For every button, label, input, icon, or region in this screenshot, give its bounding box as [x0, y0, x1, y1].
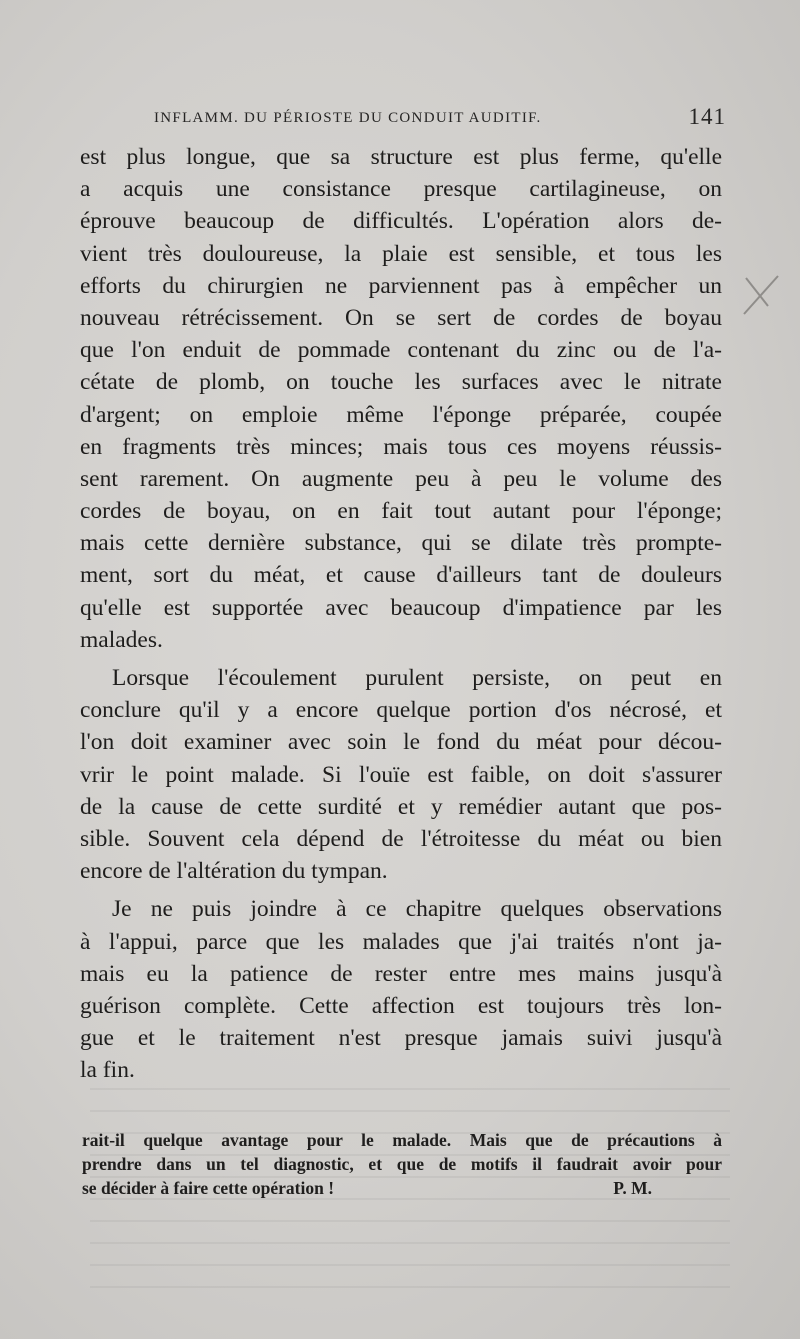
text-line: en fragments très minces; mais tous ces moyens réussis- — [80, 433, 722, 460]
text-line: nouveau rétrécissement. On se sert de cordes de boyau — [80, 304, 722, 331]
text-line: mais cette dernière substance, qui se dilate très prompte- — [80, 530, 722, 557]
footnote-last-line — [82, 1176, 722, 1200]
text-line: sent rarement. On augmente peu à peu le volume des — [80, 465, 722, 492]
text-line: de la cause de cette surdité et y remédier autant que pos- — [80, 793, 722, 820]
footnote-line: prendre dans un tel diagnostic, et que de motifs il faudrait avoir pour — [82, 1154, 722, 1174]
paragraph-2 — [80, 662, 722, 887]
footnote-line: se décider à faire cette opération ! — [82, 1178, 335, 1198]
text-line: d'argent; on emploie même l'éponge préparée, coupée — [80, 401, 722, 428]
text-line: a acquis une consistance presque cartilagineuse, on — [80, 176, 722, 203]
pencil-cross-mark-icon — [738, 272, 784, 318]
text-line: est plus longue, que sa structure est plus ferme, qu'elle — [80, 144, 722, 170]
running-header — [154, 104, 726, 136]
text-line: efforts du chirurgien ne parviennent pas à empêcher un — [80, 272, 722, 299]
running-title: INFLAMM. DU PÉRIOSTE DU CONDUIT AUDITIF. — [154, 110, 542, 126]
text-line: cétate de plomb, on touche les surfaces avec le nitrate — [80, 369, 722, 396]
text-line: malades. — [80, 626, 163, 653]
text-line: encore de l'altération du tympan. — [80, 858, 388, 885]
body-text — [80, 141, 722, 1086]
text-line: l'on doit examiner avec soin le fond du méat pour décou- — [80, 729, 722, 756]
paragraph-3 — [80, 893, 722, 1086]
text-line: mais eu la patience de rester entre mes mains jusqu'à — [80, 960, 722, 987]
text-line: éprouve beaucoup de difficultés. L'opération alors de- — [80, 208, 722, 235]
text-line: cordes de boyau, on en fait tout autant pour l'éponge; — [80, 498, 722, 525]
paragraph-1 — [80, 141, 722, 656]
text-line: Je ne puis joindre à ce chapitre quelques observations — [112, 896, 722, 923]
text-line: Lorsque l'écoulement purulent persiste, on peut en — [112, 665, 722, 691]
footnote-line: rait-il quelque avantage pour le malade. Mais que de précautions à — [82, 1130, 722, 1150]
footnote-signature: P. M. — [613, 1178, 652, 1198]
text-line: sible. Souvent cela dépend de l'étroitesse du méat ou bien — [80, 825, 722, 852]
footnote — [82, 1128, 722, 1200]
text-line: la fin. — [80, 1057, 135, 1084]
text-line: conclure qu'il y a encore quelque portion d'os nécrosé, et — [80, 697, 722, 724]
page-number: 141 — [688, 104, 726, 129]
text-line: que l'on enduit de pommade contenant du zinc ou de l'a- — [80, 337, 722, 364]
text-line: gue et le traitement n'est presque jamais suivi jusqu'à — [80, 1025, 722, 1052]
text-line: vrir le point malade. Si l'ouïe est faible, on doit s'assurer — [80, 761, 722, 788]
text-line: guérison complète. Cette affection est toujours très lon- — [80, 992, 722, 1019]
text-line: ment, sort du méat, et cause d'ailleurs tant de douleurs — [80, 562, 722, 589]
text-line: qu'elle est supportée avec beaucoup d'impatience par les — [80, 594, 722, 621]
text-line: à l'appui, parce que les malades que j'ai traités n'ont ja- — [80, 928, 722, 955]
text-line: vient très douloureuse, la plaie est sensible, et tous les — [80, 240, 722, 267]
